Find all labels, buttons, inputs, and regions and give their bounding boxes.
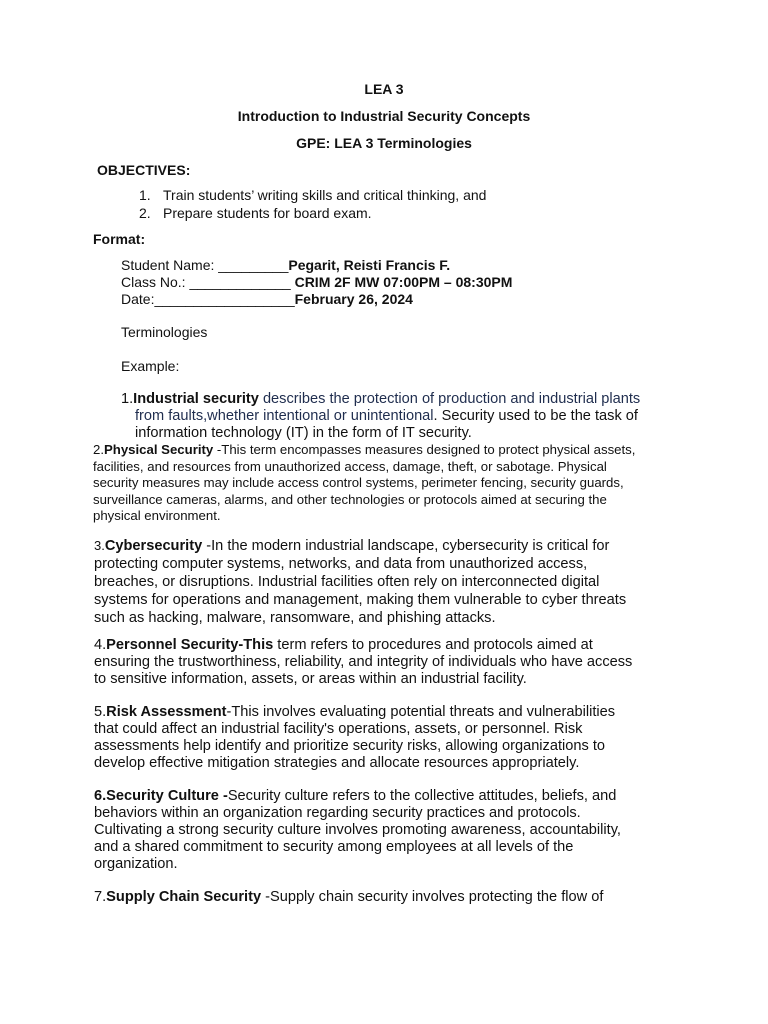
term-7-line-1: [94, 889, 678, 906]
term-6-line-3: Cultivating a strong security culture involves promoting awareness, accountability,: [94, 822, 621, 838]
term-6-line-2: behaviors within an organization regarding security practices and protocols.: [94, 805, 581, 821]
term-1-title: Industrial security: [133, 391, 259, 407]
class-no-value: CRIM 2F MW 07:00PM – 08:30PM: [294, 274, 513, 290]
term-3-paragraph: [94, 537, 678, 627]
class-no-line: [121, 274, 512, 290]
objective-text-2: Prepare students for board exam.: [163, 205, 372, 221]
term-5-line-1: [94, 704, 678, 721]
term-6-title: 6.Security Culture -: [94, 788, 228, 804]
term-1-text-1: describes the protection of production and industrial plants: [258, 391, 641, 407]
term-4-title: Personnel Security-This: [106, 637, 274, 653]
format-heading: Format:: [93, 231, 146, 247]
term-4-line-2: ensuring the trustworthiness, reliability, and integrity of individuals who have access: [94, 654, 633, 670]
term-7-text-1: -Supply chain security involves protecting the flow of: [261, 889, 604, 905]
term-3-line-5: such as hacking, malware, ransomware, and phishing attacks.: [94, 610, 496, 626]
term-7-title: Supply Chain Security: [106, 889, 262, 905]
term-6-text-1: Security culture refers to the collective attitudes, beliefs, and: [227, 788, 617, 804]
term-4-number: 4.: [94, 637, 107, 653]
objectives-heading: OBJECTIVES:: [97, 162, 191, 178]
gpe-title: GPE: LEA 3 Terminologies: [296, 135, 472, 151]
term-3-text-1: -In the modern industrial landscape, cybersecurity is critical for: [202, 538, 610, 554]
term-4-text-1: term refers to procedures and protocols aimed at: [273, 637, 593, 653]
student-name-value: Pegarit, Reisti Francis F.: [288, 257, 451, 273]
term-1-number: 1.: [121, 391, 134, 407]
term-4-paragraph: [94, 637, 678, 688]
student-name-label: Student Name: _________: [121, 257, 289, 273]
term-1-line-1: [121, 391, 640, 407]
term-1-text-2: from faults,whether intentional or unintentional: [135, 408, 434, 424]
term-3-line-2: protecting computer systems, networks, and data from unauthorized access,: [94, 556, 588, 572]
term-2-paragraph: [93, 442, 677, 525]
objective-number-1: 1.: [139, 187, 151, 203]
term-7-paragraph: [94, 889, 678, 906]
term-4-line-3: to sensitive information, assets, or areas within an industrial facility.: [94, 671, 527, 687]
class-no-label: Class No.: _____________: [121, 274, 295, 290]
term-3-line-4: systems for operations and management, making them vulnerable to cyber threats: [94, 592, 627, 608]
term-6-line-5: organization.: [94, 856, 178, 872]
term-3-line-3: breaches, or disruptions. Industrial facilities often rely on interconnected digital: [94, 574, 600, 590]
term-5-text-1: -This involves evaluating potential threats and vulnerabilities: [226, 704, 616, 720]
term-6-line-4: and a shared commitment to security among employees at all levels of the: [94, 839, 574, 855]
term-3-title: Cybersecurity: [104, 538, 203, 554]
term-2-title: Physical Security: [104, 442, 214, 457]
terminologies-label: Terminologies: [121, 324, 208, 340]
objective-number-2: 2.: [139, 205, 151, 221]
term-2-line-5: physical environment.: [93, 508, 221, 524]
objective-text-1: Train students’ writing skills and critical thinking, and: [163, 187, 487, 203]
term-6-paragraph: [94, 788, 678, 873]
term-2-line-1: [93, 442, 677, 459]
term-1-text-2b: . Security used to be the task of: [433, 408, 638, 424]
term-2-line-2: facilities, and resources from unauthorized access, damage, theft, or sabotage. Physical: [93, 458, 607, 474]
example-label: Example:: [121, 358, 180, 374]
course-title: LEA 3: [364, 81, 404, 97]
date-line: [121, 291, 413, 307]
term-2-text-1: -This term encompasses measures designed to protect physical assets,: [213, 442, 636, 457]
term-2-number: 2.: [93, 442, 104, 457]
term-1-line-2: [135, 408, 638, 424]
term-5-paragraph: [94, 704, 678, 772]
term-3-number: 3.: [94, 538, 105, 553]
term-5-number: 5.: [94, 704, 107, 720]
term-4-line-1: [94, 637, 678, 654]
term-6-line-1: [94, 788, 678, 805]
student-name-line: [121, 257, 450, 273]
date-label: Date:__________________: [121, 291, 295, 307]
term-5-line-3: assessments help identify and prioritize security risks, allowing organizations to: [94, 738, 606, 754]
term-5-line-4: develop effective mitigation strategies and allocate resources appropriately.: [94, 755, 580, 771]
term-2-line-4: surveillance cameras, alarms, and other technologies or protocols aimed at securing the: [93, 491, 607, 507]
term-7-number: 7.: [94, 889, 107, 905]
term-5-line-2: that could affect an industrial facility's operations, assets, or personnel. Risk: [94, 721, 583, 737]
term-1-line-3: information technology (IT) in the form of IT security.: [135, 425, 472, 441]
term-2-line-3: security measures may include access control systems, perimeter fencing, security guards,: [93, 475, 624, 491]
term-3-line-1: [94, 537, 678, 555]
document-subtitle: Introduction to Industrial Security Concepts: [237, 108, 531, 124]
date-value: February 26, 2024: [294, 291, 413, 307]
term-5-title: Risk Assessment: [106, 704, 227, 720]
